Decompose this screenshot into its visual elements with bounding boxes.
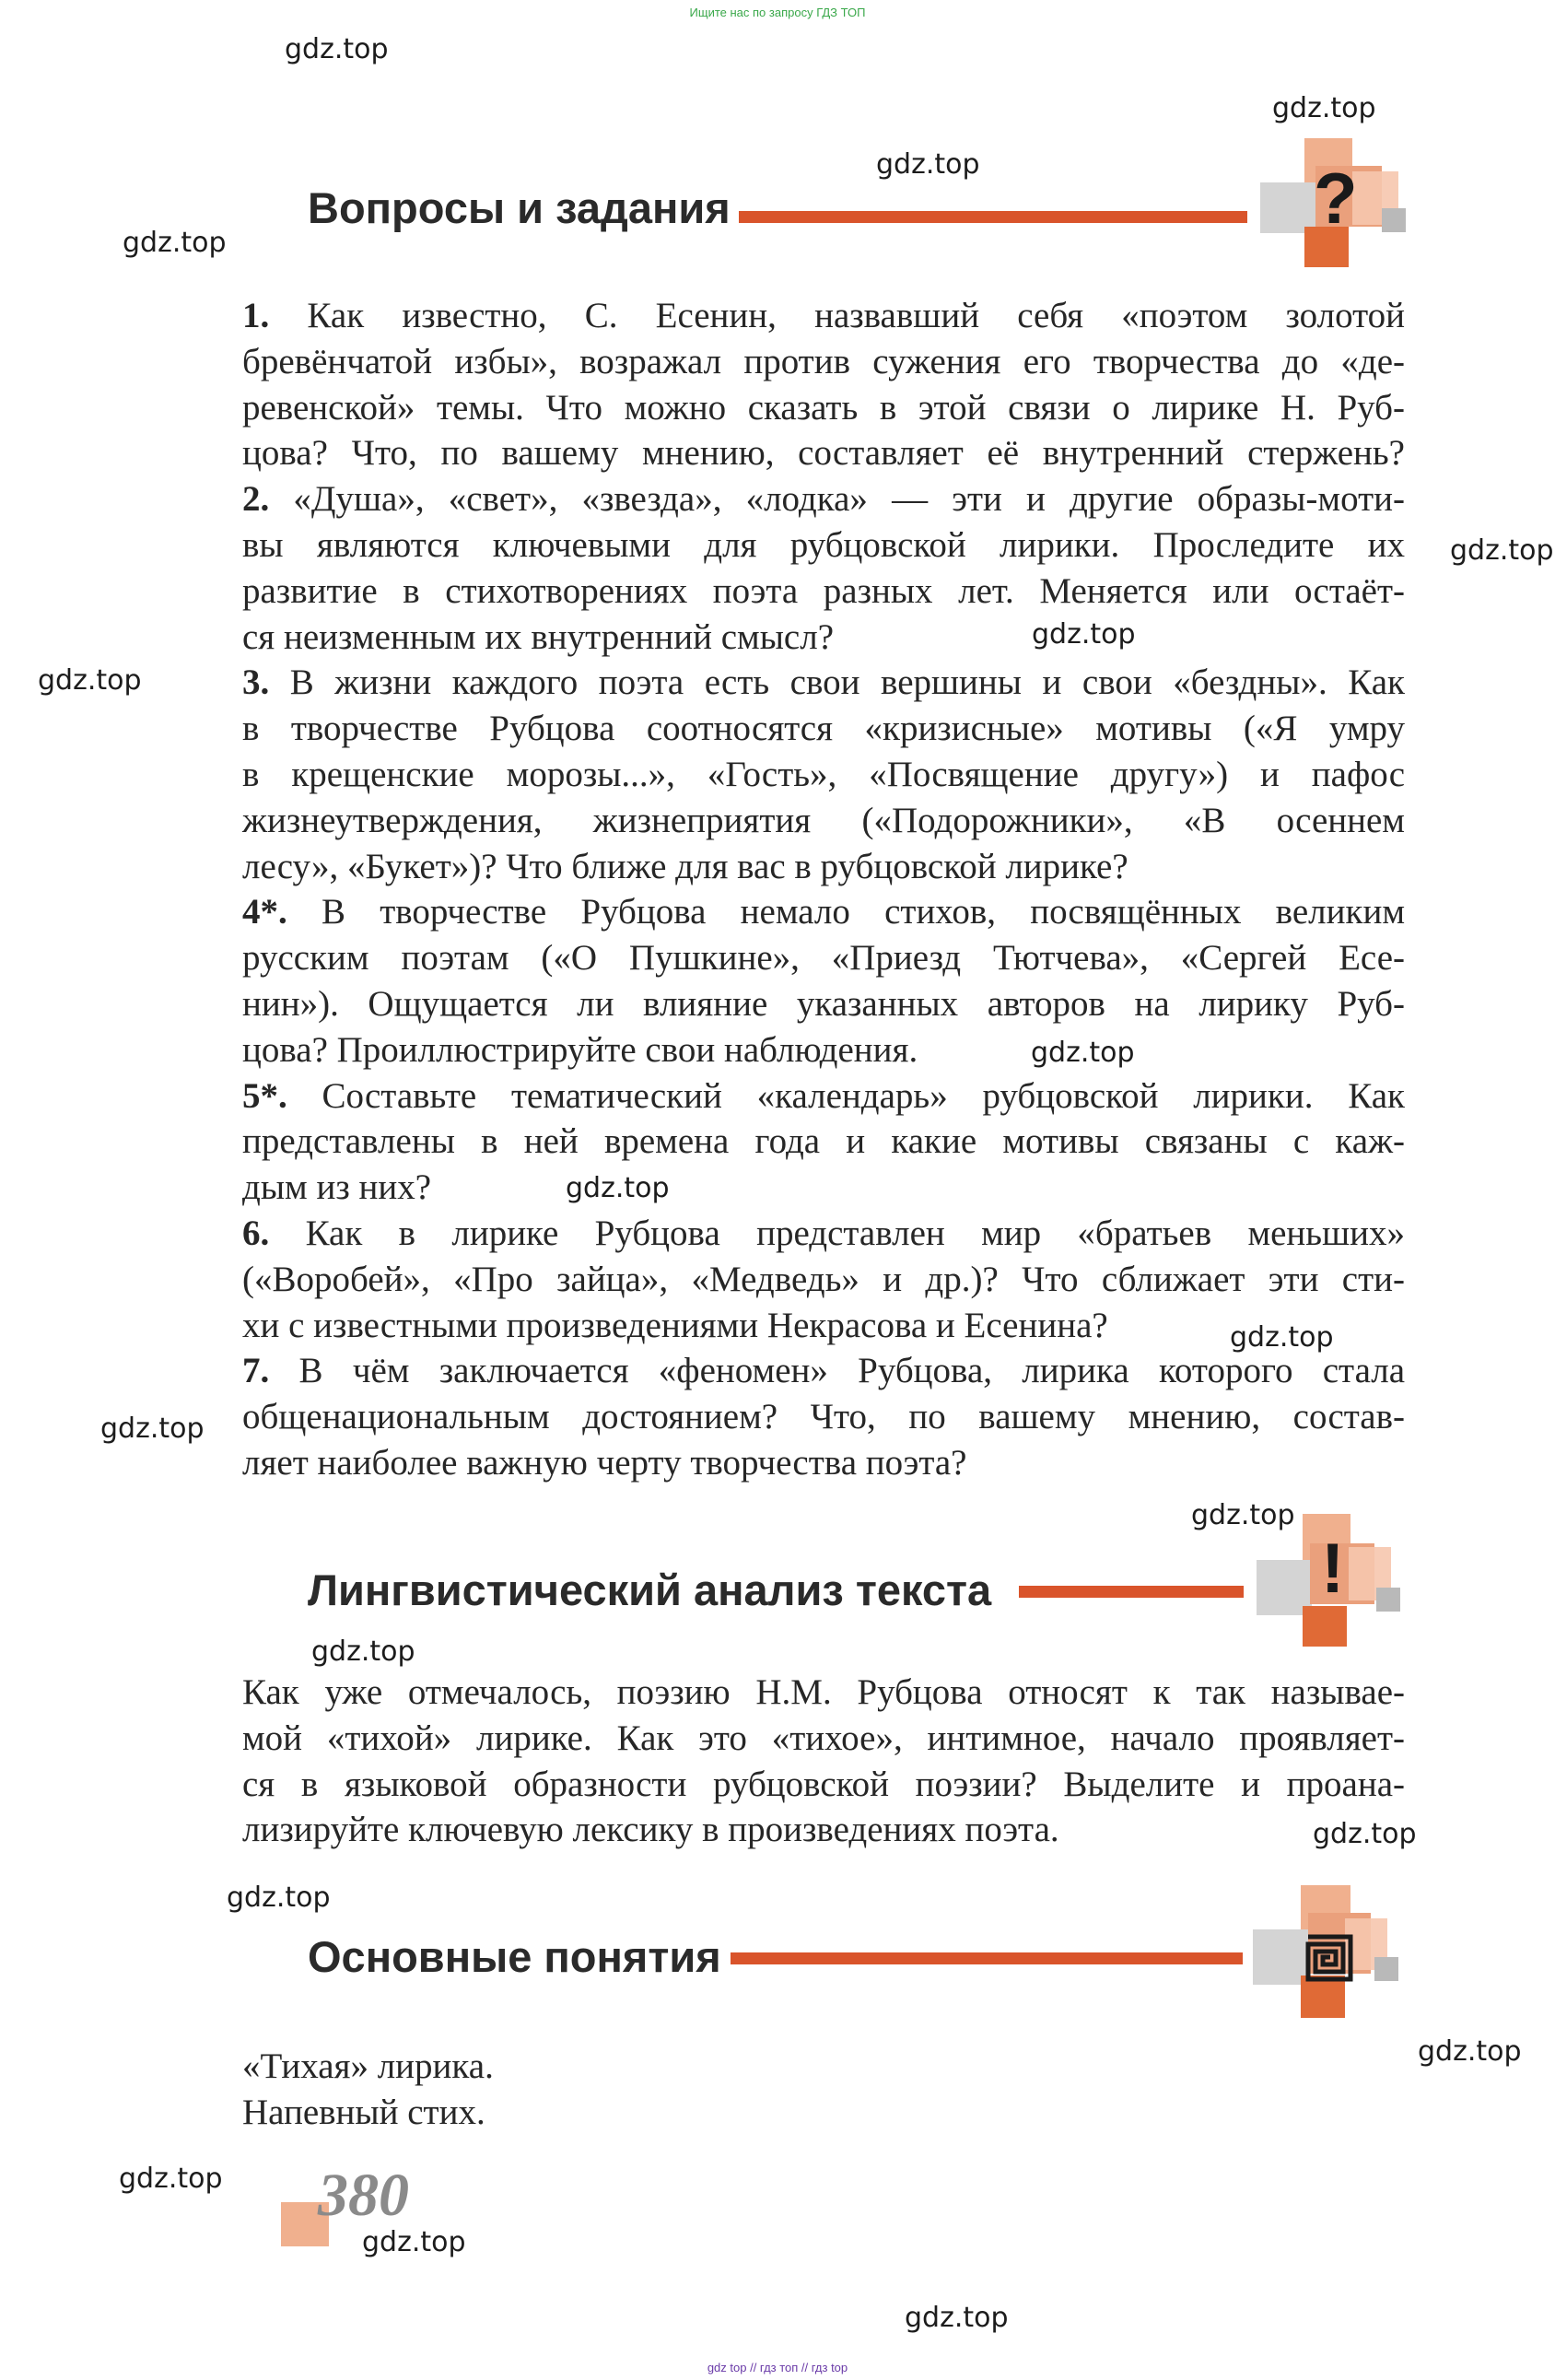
heading-rule [731,1952,1243,1964]
question-line: ревенской» темы. Что можно сказать в этой связи о лирике Н. Руб- [242,387,1405,428]
question-line: лесу», «Букет»)? Что ближе для вас в рубцовской лирике? [242,846,1128,886]
question-line: в творчестве Рубцова соотносятся «кризисные» мотивы («Я умру [242,709,1405,749]
footer-note: gdz top // гдз топ // гдз top [707,2361,848,2374]
watermark: gdz.top [1418,2035,1522,2068]
heading-rule [1019,1586,1244,1598]
page-number: 380 [318,2162,409,2229]
header-note: Ищите нас по запросу ГДЗ ТОП [689,6,866,19]
question-number: 7. [242,1351,270,1391]
question-line: в крещенские морозы...», «Гость», «Посвящение другу») и пафос [242,754,1405,794]
question-line: «Душа», «свет», «звезда», «лодка» — эти и другие образы-моти- [293,479,1405,520]
question-number: 5*. [242,1075,287,1116]
watermark: gdz.top [100,1413,205,1445]
question-line: общенациональным достоянием? Что, по вашему мнению, состав- [242,1397,1405,1437]
question-line: ляет наиболее важную черту творчества поэта? [242,1442,967,1483]
watermark: gdz.top [1032,618,1136,651]
question-number: 1. [242,296,270,335]
watermark: gdz.top [119,2163,223,2195]
section-title-concepts: Основные понятия [308,1932,721,1981]
question-line: цова? Что, по вашему мнению, составляет её внутренний стержень? [242,433,1405,474]
question-line: представлены в ней времена года и какие мотивы связаны с каж- [242,1121,1405,1162]
question-item [242,293,1405,476]
section-title-questions: Вопросы и задания [308,183,731,232]
question-line: вы являются ключевыми для рубцовской лирики. Проследите их [242,524,1405,565]
task-line: лизируйте ключевую лексику в произведениях поэта. [242,1810,1059,1850]
question-number: 6. [242,1213,270,1253]
watermark: gdz.top [311,1636,415,1668]
question-line: цова? Проиллюстрируйте свои наблюдения. [242,1029,918,1070]
question-item [242,1073,1405,1211]
linguistic-task [242,1670,1405,1853]
question-line: («Воробей», «Про зайца», «Медведь» и др.)? Что сближает эти сти- [242,1259,1405,1299]
watermark: gdz.top [285,33,389,65]
question-item [242,889,1405,1073]
question-line: Составьте тематический «календарь» рубцовской лирики. Как [322,1075,1406,1116]
watermark: gdz.top [362,2226,466,2258]
watermark: gdz.top [1031,1037,1135,1069]
question-item [242,660,1405,889]
task-line: мой «тихой» лирике. Как это «тихое», интимное, начало проявляет- [242,1718,1405,1758]
watermark: gdz.top [123,227,227,259]
question-line: русским поэтам («О Пушкине», «Приезд Тютчева», «Сергей Есе- [242,938,1405,979]
spiral-glyph [1303,1931,1356,1985]
question-line: дым из них? [242,1167,432,1208]
watermark: gdz.top [1272,92,1376,124]
task-line: ся в языковой образности рубцовской поэзии? Выделите и проана- [242,1764,1405,1804]
question-glyph: ? [1314,158,1358,239]
question-line: развитие в стихотворениях поэта разных лет. Меняется или остаёт- [242,570,1405,611]
question-number: 4*. [242,892,287,932]
watermark: gdz.top [905,2302,1009,2334]
watermark: gdz.top [566,1172,670,1204]
heading-rule [739,211,1247,223]
concept-term: Напевный стих. [242,2092,485,2132]
question-line: В чём заключается «феномен» Рубцова, лирика которого стала [298,1351,1406,1391]
question-line: ся неизменным их внутренний смысл? [242,616,835,657]
question-number: 3. [242,662,270,703]
concept-term: «Тихая» лирика. [242,2046,494,2086]
watermark: gdz.top [38,664,142,697]
section-title-linguistic: Лингвистический анализ текста [308,1565,992,1614]
question-line: В жизни каждого поэта есть свои вершины и свои «бездны». Как [289,662,1406,703]
task-paragraph [242,1670,1405,1853]
task-line: Как уже отмечалось, поэзию Н.М. Рубцова относят к так называе- [242,1672,1405,1712]
watermark: gdz.top [227,1882,331,1914]
question-line: бревёнчатой избы», возражал против сужения его творчества до «де- [242,341,1405,381]
concepts-list [242,2044,1405,2136]
question-number: 2. [242,479,270,520]
watermark: gdz.top [1191,1499,1295,1531]
exclamation-icon [1257,1514,1404,1647]
question-item [242,1348,1405,1485]
question-mark-icon [1260,138,1408,267]
question-line: В творчестве Рубцова немало стихов, посвящённых великим [321,892,1406,932]
question-line: хи с известными произведениями Некрасова и Есенина? [242,1305,1108,1345]
questions-list [242,293,1405,1486]
watermark: gdz.top [1313,1818,1417,1850]
question-line: Как известно, С. Есенин, назвавший себя «поэтом золотой [307,296,1406,335]
question-item [242,476,1405,660]
watermark: gdz.top [876,148,980,181]
question-line: Как в лирике Рубцова представлен мир «братьев меньших» [305,1213,1405,1253]
question-line: нин»). Ощущается ли влияние указанных авторов на лирику Руб- [242,983,1405,1024]
question-line: жизнеутверждения, жизнеприятия («Подорожники», «В осеннем [242,800,1405,840]
question-item [242,1211,1405,1348]
exclamation-glyph: ! [1321,1530,1345,1608]
watermark: gdz.top [1230,1321,1334,1354]
spiral-icon [1253,1885,1400,2019]
watermark: gdz.top [1450,534,1554,567]
